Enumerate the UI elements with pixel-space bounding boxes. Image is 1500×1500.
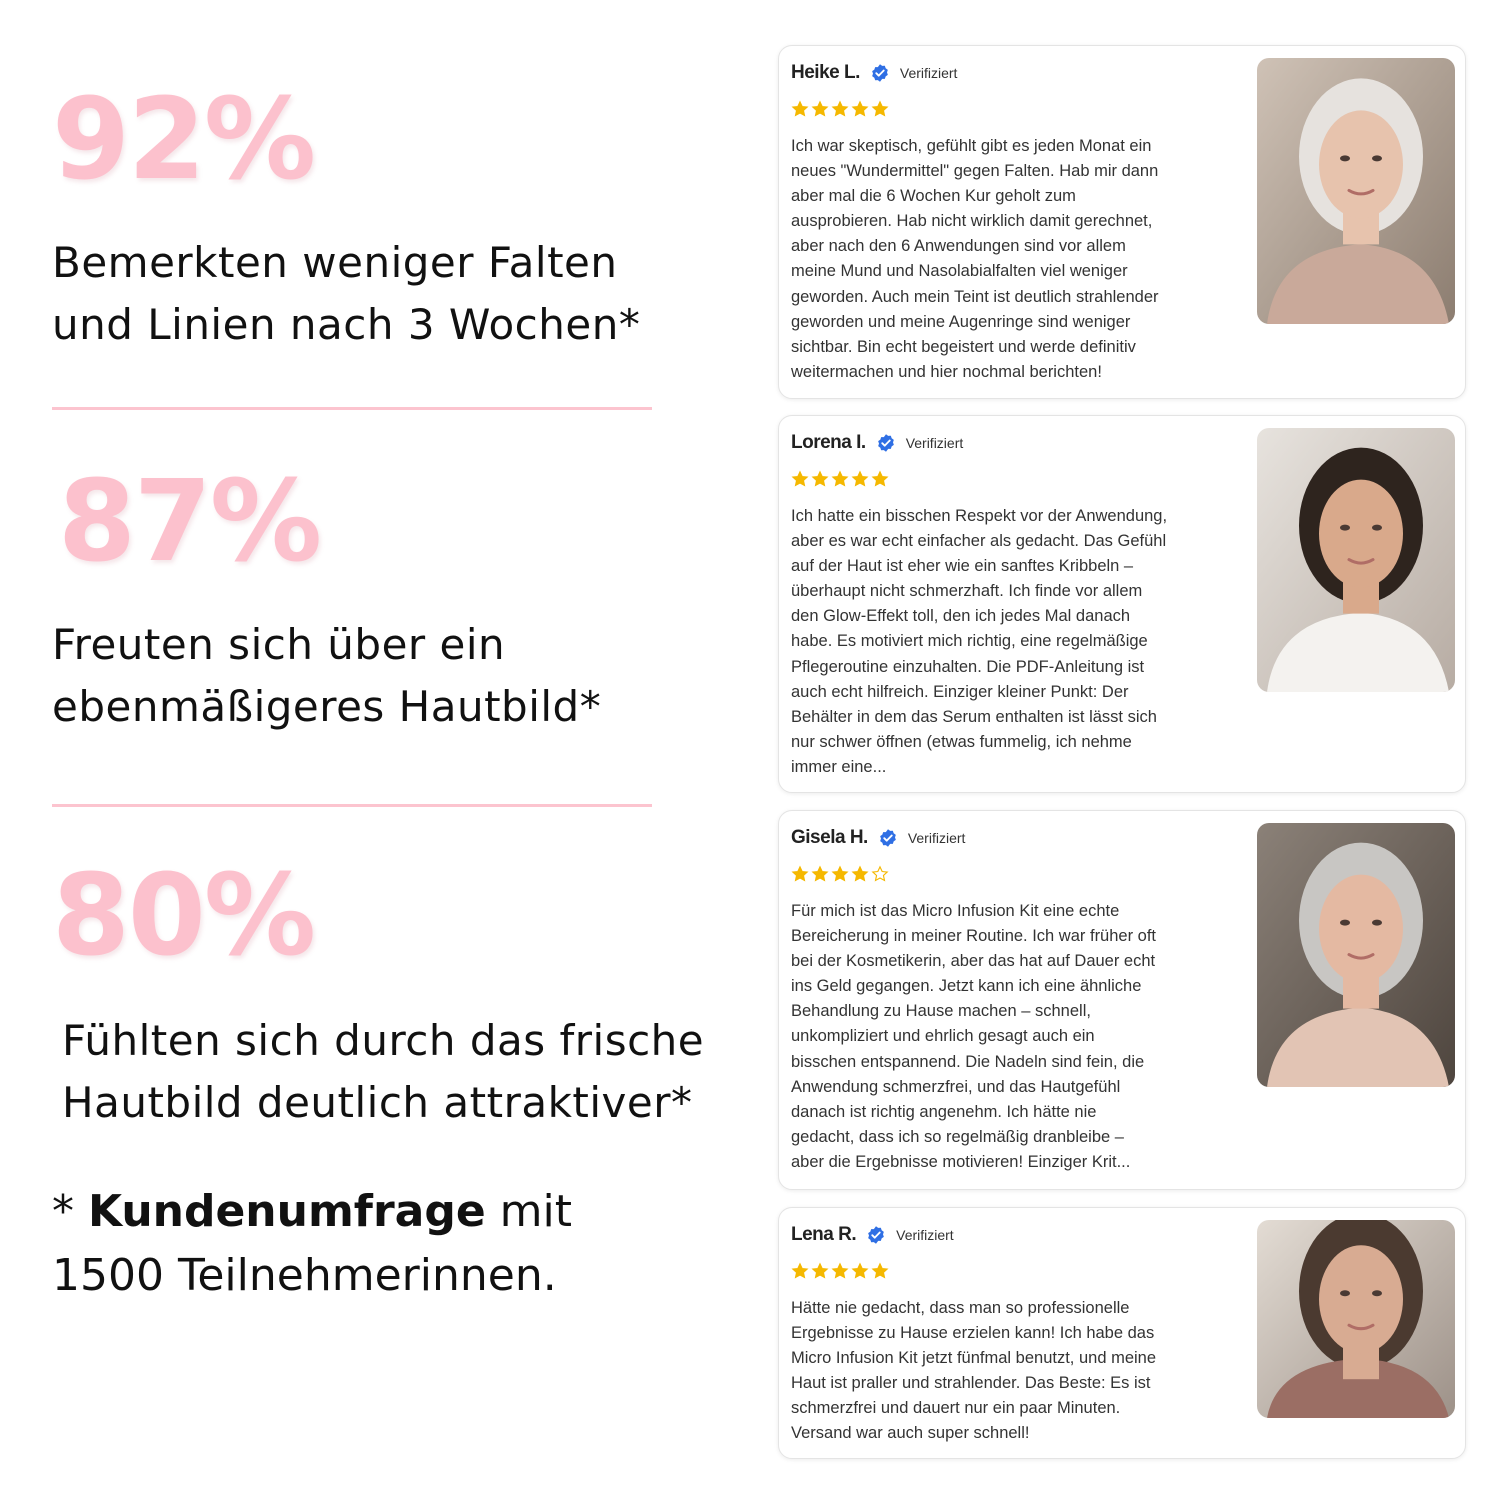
star-filled-icon [811, 100, 829, 118]
review-text [791, 1296, 1243, 1447]
review-text-line: aber mal die 6 Wochen Kur geholt zum [791, 187, 1076, 206]
star-filled-icon [811, 865, 829, 883]
footnote-bold: Kundenumfrage [88, 1186, 486, 1237]
review-text-line: danach ist richtig angenehm. Ich hätte nie [791, 1102, 1097, 1121]
star-filled-icon [791, 865, 809, 883]
reviewer-name: Lorena I. [791, 432, 866, 453]
survey-footnote [52, 1180, 742, 1308]
stat-description-1 [52, 232, 752, 356]
star-filled-icon [791, 1262, 809, 1280]
stat-description-line: ebenmäßigeres Hautbild* [52, 682, 602, 731]
star-filled-icon [871, 1262, 889, 1280]
star-rating [791, 865, 889, 883]
review-text-line: geworden. Auch mein Teint ist deutlich strahlender [791, 287, 1159, 306]
review-text-line: nur schwer öffnen (etwas fummelig, ich nehme [791, 732, 1132, 751]
review-text-line: bei der Kosmetikerin, aber das hat auf Dauer echt [791, 952, 1156, 971]
review-card [778, 45, 1466, 399]
review-text-line: Hätte nie gedacht, dass man so professionelle [791, 1299, 1130, 1317]
review-text-line: Haut ist praller und strahlender. Das Beste: Es ist [791, 1374, 1151, 1393]
star-filled-icon [851, 865, 869, 883]
review-text-line: neues "Wundermittel" gegen Falten. Hab mir dann [791, 162, 1159, 181]
review-text-line: Versand war auch super schnell! [791, 1424, 1030, 1443]
star-rating [791, 1262, 889, 1280]
star-filled-icon [791, 100, 809, 118]
review-text-line: Micro Infusion Kit jetzt fünfmal benutzt, und meine [791, 1349, 1157, 1368]
reviewer-name: Gisela H. [791, 827, 868, 848]
review-header [791, 1222, 954, 1248]
verified-label: Verifiziert [907, 830, 966, 846]
star-filled-icon [871, 470, 889, 488]
review-text-line: aber nach den 6 Anwendungen sind vor allem [791, 237, 1126, 256]
review-text-line: geworden und meine Augenringe sind weniger [791, 312, 1131, 331]
verified-check-icon [866, 1225, 886, 1245]
stat-value-1: 92% [52, 75, 315, 205]
reviewer-name: Lena R. [791, 1224, 857, 1245]
review-text-line: Behandlung zu Hause machen – schnell, [791, 1002, 1091, 1021]
reviewer-photo [1257, 823, 1455, 1087]
review-text-line: Ich hatte ein bisschen Respekt vor der Anwendung, [791, 507, 1168, 525]
divider [52, 407, 652, 410]
star-filled-icon [851, 470, 869, 488]
star-filled-icon [851, 1262, 869, 1280]
review-text-line: gedacht, dass ich so regelmäßig dranbleibe – [791, 1127, 1124, 1146]
star-filled-icon [831, 1262, 849, 1280]
reviewer-photo [1257, 428, 1455, 692]
review-text-line: immer eine... [791, 757, 887, 776]
review-text-line: Bereicherung in meiner Routine. Ich war früher oft [791, 927, 1157, 946]
stat-description-line: Bemerkten weniger Falten [52, 238, 618, 287]
review-text-line: auch echt hilfreich. Einziger kleiner Punkt: Der [791, 682, 1129, 701]
verified-check-icon [878, 828, 898, 848]
reviewer-name: Heike L. [791, 62, 860, 83]
review-text-line: Ich war skeptisch, gefühlt gibt es jeden Monat ein [791, 137, 1152, 155]
footnote-line-1: * Kundenumfrage mit [52, 1186, 573, 1237]
review-text-line: habe. Es motiviert mich richtig, eine regelmäßige [791, 632, 1148, 651]
stat-description-line: Freuten sich über ein [52, 620, 506, 669]
review-text-line: aber die Ergebnisse motivieren! Einziger Krit... [791, 1152, 1131, 1171]
divider [52, 804, 652, 807]
review-text-line: meine Mund und Nasolabialfalten viel weniger [791, 262, 1128, 281]
reviewer-photo [1257, 1220, 1455, 1418]
review-text-line: sichtbar. Bin echt begeistert und werde definitiv [791, 337, 1136, 356]
star-filled-icon [811, 470, 829, 488]
footnote-line-2: 1500 Teilnehmerinnen. [52, 1250, 557, 1301]
star-filled-icon [851, 100, 869, 118]
stat-value-3: 80% [52, 851, 315, 981]
review-text-line: Pflegeroutine einzuhalten. Die PDF-Anleitung ist [791, 657, 1145, 676]
star-filled-icon [831, 100, 849, 118]
review-text-line: aber es war echt einfacher als gedacht. Das Gefühl [791, 532, 1167, 551]
star-filled-icon [871, 100, 889, 118]
star-filled-icon [831, 865, 849, 883]
review-text-line: Für mich ist das Micro Infusion Kit eine echte [791, 902, 1120, 920]
stat-description-line: Fühlten sich durch das frische [62, 1016, 705, 1065]
review-text-line: auf der Haut ist eher wie ein sanftes Kribbeln – [791, 557, 1134, 576]
star-filled-icon [811, 1262, 829, 1280]
stat-description-2 [52, 614, 752, 738]
review-text [791, 899, 1243, 1175]
review-text-line: überhaupt nicht schmerzhaft. Ich finde vor allem [791, 582, 1143, 601]
review-text-line: Behälter in dem das Serum enthalten ist lässt sich [791, 707, 1157, 726]
review-card [778, 810, 1466, 1190]
star-empty-icon [871, 865, 889, 883]
review-text [791, 134, 1243, 385]
review-text-line: Ergebnisse zu Hause erzielen kann! Ich habe das [791, 1324, 1155, 1343]
review-text-line: unkompliziert und ehrlich gesagt auch ein [791, 1027, 1095, 1046]
star-rating [791, 470, 889, 488]
review-text-line: ins Geld gegangen. Jetzt kann ich eine ähnliche [791, 977, 1142, 996]
star-filled-icon [791, 470, 809, 488]
review-text-line: ausprobieren. Hab nicht wirklich damit gerechnet, [791, 212, 1153, 231]
review-text [791, 504, 1243, 780]
verified-label: Verifiziert [896, 1227, 954, 1243]
review-text-line: den Glow-Effekt toll, den ich jedes Mal danach [791, 607, 1131, 626]
review-text-line: weitermachen und hier nochmal berichten! [791, 362, 1102, 381]
review-text-line: bisschen entspannend. Die Nadeln sind fein, die [791, 1052, 1145, 1071]
verified-check-icon [870, 63, 890, 83]
review-text-line: Anwendung schmerzfrei, und das Hautgefühl [791, 1077, 1121, 1096]
review-header [791, 60, 957, 86]
stat-description-3 [62, 1010, 762, 1134]
verified-check-icon [876, 433, 896, 453]
reviewer-photo [1257, 58, 1455, 324]
stat-description-line: Hautbild deutlich attraktiver* [62, 1078, 693, 1127]
verified-label: Verifiziert [899, 65, 958, 81]
review-header [791, 430, 963, 456]
review-header [791, 825, 965, 851]
stat-description-line: und Linien nach 3 Wochen* [52, 300, 641, 349]
star-filled-icon [831, 470, 849, 488]
verified-label: Verifiziert [905, 435, 964, 451]
review-card [778, 415, 1466, 793]
stat-value-2: 87% [58, 457, 321, 587]
review-card [778, 1207, 1466, 1459]
star-rating [791, 100, 889, 118]
review-text-line: schmerzfrei und dauert nur ein paar Minuten. [791, 1399, 1121, 1418]
